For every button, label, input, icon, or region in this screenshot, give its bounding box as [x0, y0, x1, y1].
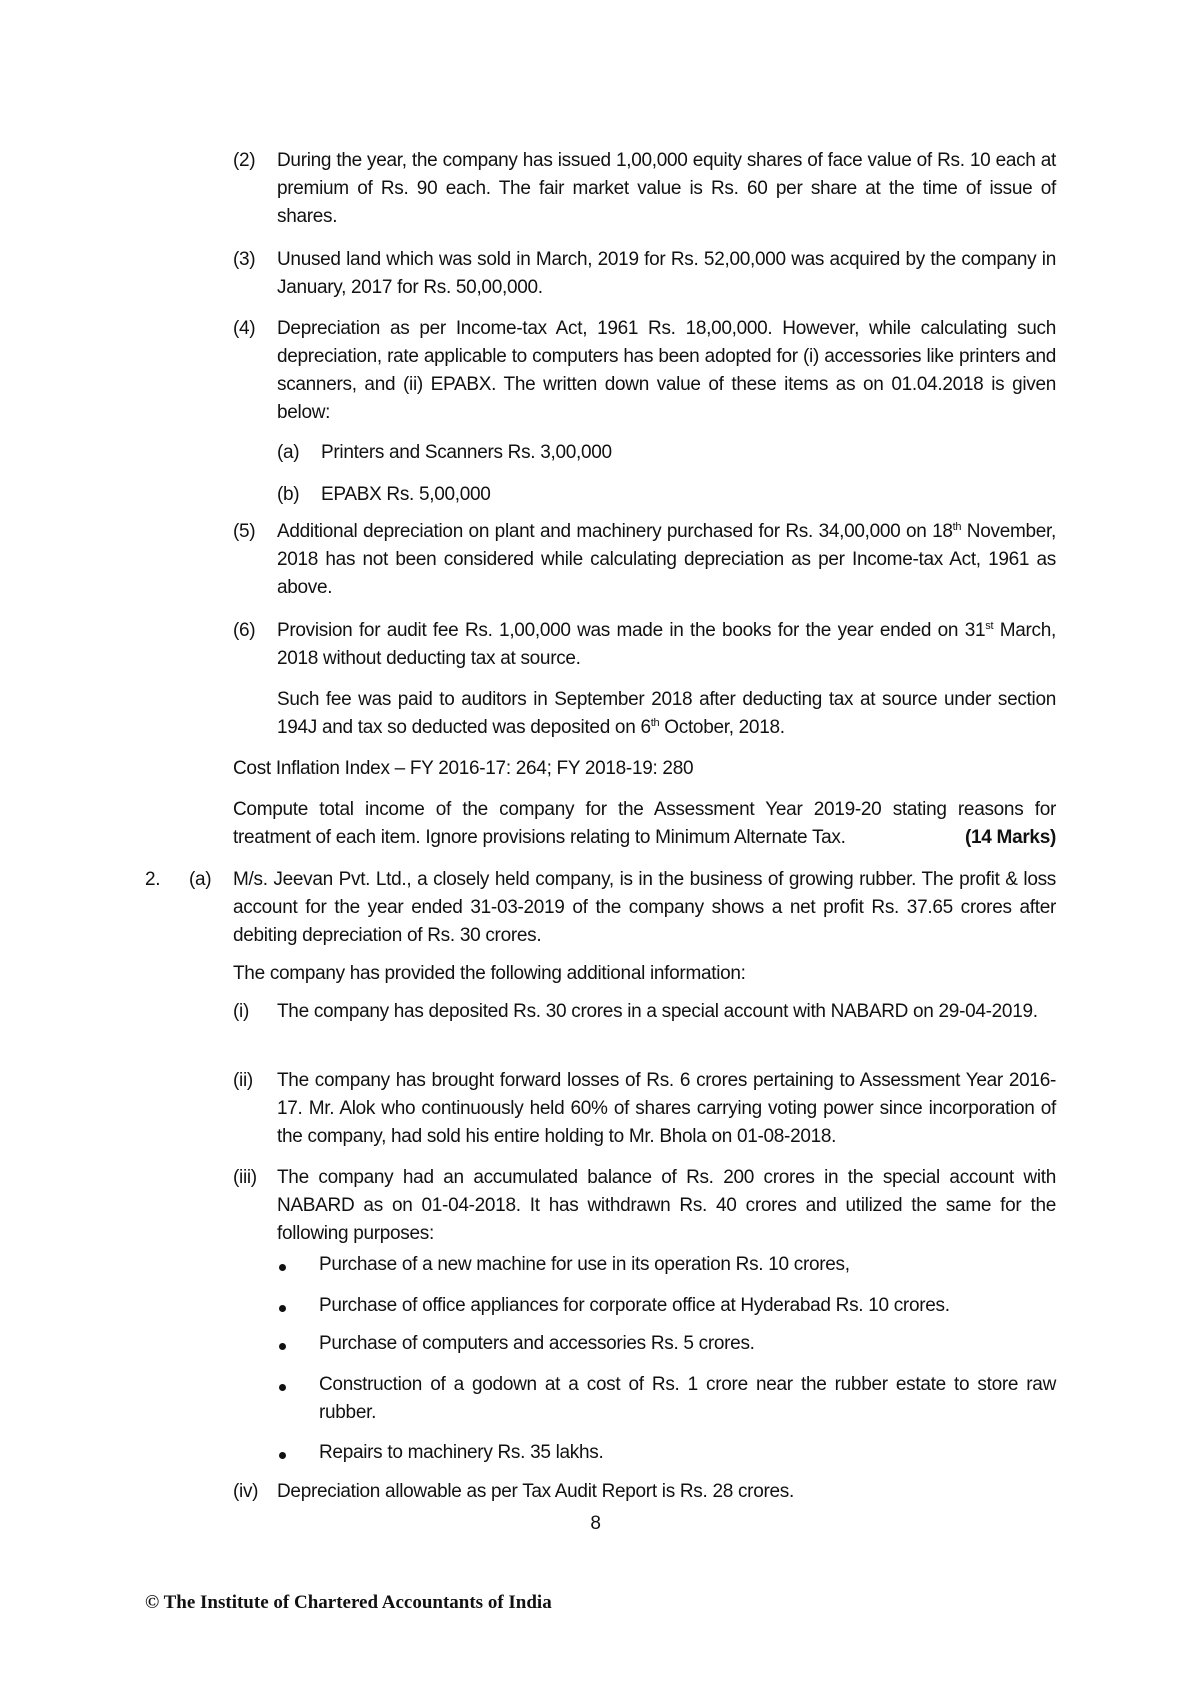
sub-item-number: (a): [277, 442, 300, 463]
item-number: (iv): [233, 1481, 259, 1502]
list-item: Construction of a godown at a cost of Rs. 1 crore near the rubber estate to store raw rubber.: [319, 1374, 1056, 1423]
item-6-text: Provision for audit fee Rs. 1,00,000 was made in the books for the year ended on 31st March, 2018 without deducting tax at source.: [277, 620, 1056, 669]
item-4-text: Depreciation as per Income-tax Act, 1961 Rs. 18,00,000. However, while calculating such depreciation, rate applicable to computers has been adopted for (i) accessories like printers and scanners, and (ii) EPABX. The written down value of these items as on 01.04.2018 is given below:: [277, 318, 1056, 423]
info-iv-text: Depreciation allowable as per Tax Audit Report is Rs. 28 crores.: [277, 1481, 794, 1502]
cost-inflation-index: Cost Inflation Index – FY 2016-17: 264; FY 2018-19: 280: [233, 758, 694, 779]
footer-copyright: © The Institute of Chartered Accountants of India: [145, 1592, 552, 1613]
item-number: (2): [233, 150, 256, 171]
item-number: (6): [233, 620, 256, 641]
item-2-text: During the year, the company has issued 1,00,000 equity shares of face value of Rs. 10 each at premium of Rs. 90 each. The fair market value is Rs. 60 per share at the time of issue of shares.: [277, 150, 1056, 227]
bullet-icon: [279, 1343, 286, 1350]
item-3-text: Unused land which was sold in March, 2019 for Rs. 52,00,000 was acquired by the company in January, 2017 for Rs. 50,00,000.: [277, 249, 1056, 298]
info-iii-text: The company had an accumulated balance of Rs. 200 crores in the special account with NABARD as on 01-04-2018. It has withdrawn Rs. 40 crores and utilized the same for the following purposes:: [277, 1167, 1056, 1244]
bullet-icon: [279, 1384, 286, 1391]
sub-item-b-text: EPABX Rs. 5,00,000: [321, 484, 491, 505]
sub-item-number: (b): [277, 484, 300, 505]
compute-instruction: Compute total income of the company for the Assessment Year 2019-20 stating reasons for treatment of each item. Ignore provisions relating to Minimum Alternate Tax. (14 Marks): [233, 796, 1056, 852]
marks: (14 Marks): [965, 827, 1056, 848]
additional-info-heading: The company has provided the following additional information:: [233, 963, 746, 984]
sub-item-a-text: Printers and Scanners Rs. 3,00,000: [321, 442, 612, 463]
bullet-icon: [279, 1264, 286, 1271]
bullet-icon: [279, 1305, 286, 1312]
info-ii-text: The company has brought forward losses of Rs. 6 crores pertaining to Assessment Year 2016-17. Mr. Alok who continuously held 60% of shares carrying voting power since incorporation of the company, had sold his entire holding to Mr. Bhola on 01-08-2018.: [277, 1070, 1056, 1147]
page-number: 8: [590, 1513, 601, 1534]
info-i-text: The company has deposited Rs. 30 crores in a special account with NABARD on 29-04-2019.: [277, 1001, 1038, 1022]
item-5-text: Additional depreciation on plant and machinery purchased for Rs. 34,00,000 on 18th November, 2018 has not been considered while calculating depreciation as per Income-tax Act, 1961 as above.: [277, 521, 1056, 598]
list-item: Purchase of a new machine for use in its operation Rs. 10 crores,: [319, 1254, 850, 1275]
question-part: (a): [189, 869, 212, 890]
item-number: (4): [233, 318, 256, 339]
item-number: (5): [233, 521, 256, 542]
list-item: Repairs to machinery Rs. 35 lakhs.: [319, 1442, 604, 1463]
item-number: (ii): [233, 1070, 253, 1091]
list-item: Purchase of computers and accessories Rs. 5 crores.: [319, 1333, 755, 1354]
question-number: 2.: [145, 869, 161, 890]
question-intro: M/s. Jeevan Pvt. Ltd., a closely held company, is in the business of growing rubber. The profit & loss account for the year ended 31-03-2019 of the company shows a net profit Rs. 37.65 crores after debiting depreciation of Rs. 30 crores.: [233, 869, 1056, 946]
item-number: (iii): [233, 1167, 257, 1188]
bullet-icon: [279, 1452, 286, 1459]
item-number: (i): [233, 1001, 249, 1022]
item-number: (3): [233, 249, 256, 270]
item-6-paragraph-2: Such fee was paid to auditors in September 2018 after deducting tax at source under section 194J and tax so deducted was deposited on 6th October, 2018.: [277, 689, 1056, 738]
list-item: Purchase of office appliances for corporate office at Hyderabad Rs. 10 crores.: [319, 1295, 950, 1316]
